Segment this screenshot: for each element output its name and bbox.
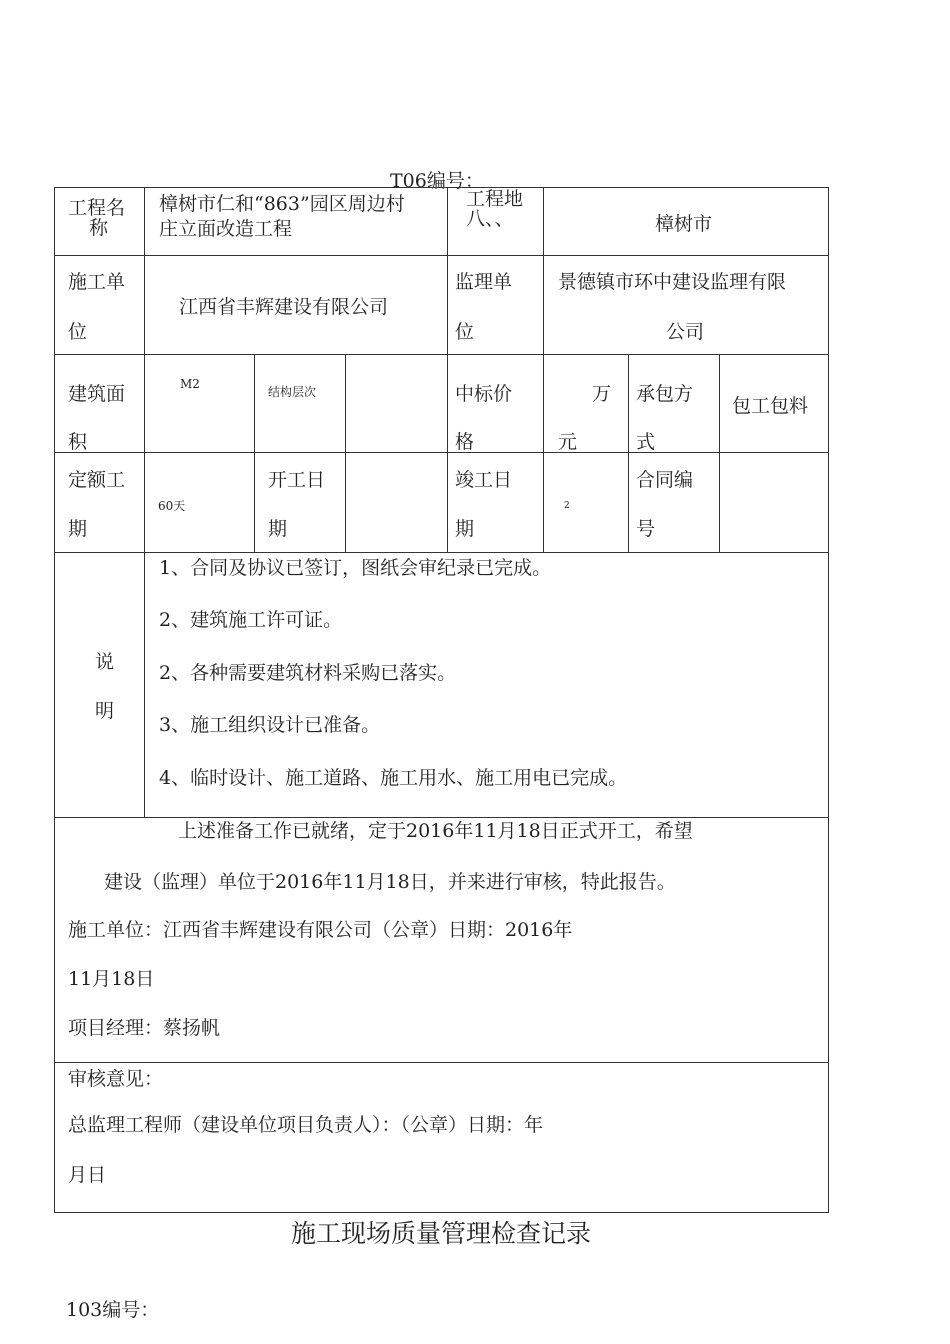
report-line: 施工单位：江西省丰辉建设有限公司（公章）日期：2016年 <box>68 919 573 941</box>
row-divider <box>54 552 829 553</box>
contract-no-label: 合同编 <box>636 469 694 491</box>
note-item: 1、合同及协议已签订，图纸会审纪录已完成。 <box>159 557 552 579</box>
row-divider <box>54 817 829 818</box>
next-form-title: 施工现场质量管理检查记录 <box>290 1219 591 1248</box>
next-form-code: 103编号： <box>66 1299 160 1321</box>
table-border-bottom <box>54 1212 829 1213</box>
row-divider <box>54 1062 829 1063</box>
table-border-left <box>54 187 55 1213</box>
finish-date-value: 2 <box>564 501 570 511</box>
col-divider <box>254 354 255 552</box>
finish-date-label: 竣工日 <box>455 469 513 491</box>
price-label: 中标价 <box>455 383 513 405</box>
price-unit-yuan: 元 <box>558 431 578 453</box>
contract-no-label-2: 号 <box>636 518 656 540</box>
area-label-2: 积 <box>68 431 88 453</box>
form-code: T06编号： <box>390 170 484 192</box>
col-divider <box>543 187 544 552</box>
supervisor-value-2: 公司 <box>666 321 705 343</box>
note-item: 2、各种需要建筑材料采购已落实。 <box>159 662 457 684</box>
project-name-value-2: 庄立面改造工程 <box>159 218 293 240</box>
builder-label: 施工单 <box>68 271 126 293</box>
builder-label-2: 位 <box>68 321 88 343</box>
supervisor-label-2: 位 <box>455 321 475 343</box>
finish-date-label-2: 期 <box>455 518 475 540</box>
quota-value: 60天 <box>158 499 186 513</box>
col-divider <box>144 187 145 817</box>
application-table <box>54 187 829 1213</box>
notes-label: 说 <box>95 651 115 673</box>
col-divider <box>345 354 346 552</box>
quota-label: 定额工 <box>68 469 126 491</box>
project-location-label-2: 八、、 <box>466 208 514 230</box>
row-divider <box>54 354 829 355</box>
table-border-right <box>828 187 829 1213</box>
row-divider <box>54 452 829 453</box>
project-name-value: 樟树市仁和“863”园区周边村 <box>159 193 405 215</box>
supervisor-value: 景德镇市环中建设监理有限 <box>558 271 787 293</box>
col-divider <box>719 354 720 552</box>
quota-label-2: 期 <box>68 518 88 540</box>
contract-mode-label: 承包方 <box>636 383 694 405</box>
structure-label: 结构层次 <box>268 385 317 399</box>
project-location-value: 樟树市 <box>655 213 713 235</box>
contract-mode-value: 包工包料 <box>732 395 809 417</box>
review-date-line: 月日 <box>68 1164 107 1186</box>
notes-label-2: 明 <box>95 700 115 722</box>
report-line: 11月18日 <box>68 968 155 990</box>
project-name-label: 工程名 <box>68 197 126 219</box>
row-divider <box>54 255 829 256</box>
review-label: 审核意见： <box>68 1068 164 1090</box>
builder-value: 江西省丰辉建设有限公司 <box>179 296 389 318</box>
project-manager: 项目经理：蔡扬帆 <box>68 1017 221 1039</box>
report-line: 建设（监理）单位于2016年11月18日，并来进行审核，特此报告。 <box>104 871 676 893</box>
chief-supervisor-line: 总监理工程师（建设单位项目负责人）：（公章）日期：年 <box>68 1114 544 1136</box>
note-item: 3、施工组织设计已准备。 <box>159 714 381 736</box>
start-date-label: 开工日 <box>268 469 326 491</box>
area-unit: M2 <box>180 377 200 391</box>
col-divider <box>447 187 448 552</box>
project-name-label-2: 称 <box>89 217 109 239</box>
contract-mode-label-2: 式 <box>636 431 656 453</box>
col-divider <box>628 354 629 552</box>
price-unit-wan: 万 <box>592 383 612 405</box>
price-label-2: 格 <box>455 431 475 453</box>
area-label: 建筑面 <box>68 383 126 405</box>
project-location-label: 工程地 <box>466 188 524 210</box>
report-line: 上述准备工作已就绪，定于2016年11月18日正式开工，希望 <box>178 820 693 842</box>
table-border-top <box>54 187 829 188</box>
note-item: 4、临时设计、施工道路、施工用水、施工用电已完成。 <box>159 767 628 789</box>
start-date-label-2: 期 <box>268 518 288 540</box>
supervisor-label: 监理单 <box>455 271 513 293</box>
note-item: 2、建筑施工许可证。 <box>159 609 343 631</box>
